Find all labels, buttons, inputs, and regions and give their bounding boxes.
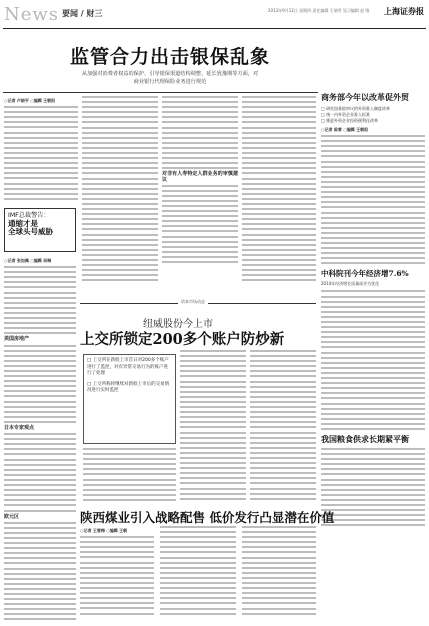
right-bullets <box>321 106 425 124</box>
right-column <box>321 92 425 529</box>
bullet-1: □ 研究国务院审议的外资准入制度改革 <box>321 106 391 111</box>
shaanxi-column-1 <box>80 526 154 622</box>
shaanxi-headline: 陕西煤业引入战略配售 低价发行凸显潜在价值 <box>80 510 335 525</box>
lead-byline: ○记者 卢晓平 ○编辑 王朝阳 <box>4 98 56 103</box>
lead-subtitle: 对非有人寿特定人群业务的审慎建议 <box>162 171 238 183</box>
top-rule <box>3 28 426 29</box>
right-byline: ○记者 陈雪 ○编辑 王朝阳 <box>321 127 369 132</box>
feature-quote-1: □ 上交所在新股上市首日对200多个账户进行了监控，对有异常交易行为的账户进行了处理 <box>87 358 169 376</box>
imf-title-2: 通缩才是 <box>8 219 38 228</box>
lead-column-1 <box>4 96 78 204</box>
lead-column-2 <box>82 96 158 296</box>
feature-subtitle: 纽威股份今上市 <box>143 319 213 330</box>
lead-rule <box>3 92 318 93</box>
shaanxi-column-3 <box>242 526 316 622</box>
lead-column-3 <box>162 96 238 296</box>
feature-headline: 上交所锁定200多个账户防炒新 <box>80 331 285 348</box>
shaanxi-column-2 <box>160 526 236 622</box>
left-subtitle-a: 美国房地产 <box>4 336 30 343</box>
imf-title-3: 全球头号威胁 <box>8 227 53 236</box>
imf-box <box>4 208 76 252</box>
feature-column-1 <box>83 448 176 504</box>
right-headline: 商务部今年以改革促外贸 <box>321 92 409 102</box>
left-subtitle-b: 日本专家观点 <box>4 425 35 431</box>
feature-quote-2: □ 上交所称将继续对新股上市后的交易情况进行实时监控 <box>87 381 170 393</box>
section-name: 要闻 / 财三 <box>62 9 103 18</box>
feature-label: 资本市场动态 <box>178 299 208 305</box>
imf-title-1: IMF总裁警告： <box>8 212 50 219</box>
right-section3-headline: 我国粮食供求长期紧平衡 <box>321 433 409 444</box>
right-section2-sub: 2014年经济增长质量或更为优化 <box>321 281 380 287</box>
brand-word: News <box>4 4 60 25</box>
masthead <box>0 0 429 30</box>
bullet-2: □ 统一内外资企业准入标准 <box>321 112 371 117</box>
lead-subhead: 从加强对消费者权益的保护、引导银保渠道结构调整、延长犹豫期等方面，对商业银行代理保险业务进行规范 <box>81 71 259 85</box>
feature-column-2 <box>180 350 246 504</box>
paper-name: 上海证券报 <box>384 6 424 16</box>
feature-quote-box <box>83 354 176 444</box>
date-line: 2013年9月12日 星期四 责任编辑 王瑞雪 见习编辑 赵 唯 <box>268 8 370 13</box>
shaanxi-byline: ○记者 王雪梅 ○编辑 王朝 <box>80 528 128 533</box>
right-section2-headline: 中科院刊今年经济增7.6% <box>321 269 409 279</box>
feature-column-3 <box>250 350 316 504</box>
lead-column-4 <box>242 96 316 296</box>
left-subtitle-c: 欧元区 <box>4 513 20 520</box>
bullet-3: □ 推进外资企业投资便利化改革 <box>321 118 379 123</box>
left-column <box>4 256 76 622</box>
left-byline: ○记者 张如佩 ○编辑 吴琳 <box>4 258 52 263</box>
lead-headline: 监管合力出击银保乱象 <box>70 46 271 68</box>
